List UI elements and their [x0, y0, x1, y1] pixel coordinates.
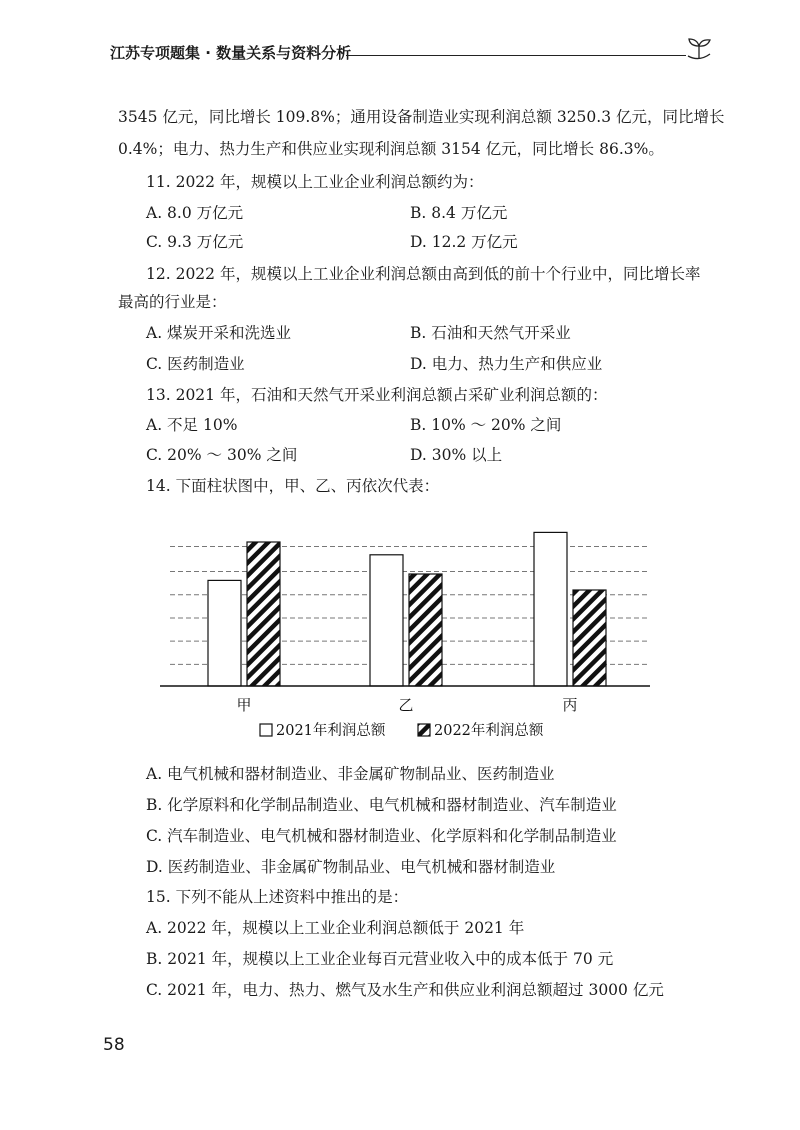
bar-丙-2022 — [573, 590, 606, 686]
q13-option-a: A. 不足 10% — [146, 416, 238, 434]
q15-stem: 15. 下列不能从上述资料中推出的是： — [146, 888, 409, 906]
q12-option-d: D. 电力、热力生产和供应业 — [410, 355, 603, 373]
x-tick-label-2: 乙 — [398, 696, 414, 714]
q12-option-b: B. 石油和天然气开采业 — [410, 324, 571, 342]
bar-丙-2021 — [534, 532, 567, 686]
q15-option-c: C. 2021 年，电力、热力、燃气及水生产和供应业利润总额超过 3000 亿元 — [146, 981, 664, 999]
q15-option-b: B. 2021 年，规模以上工业企业每百元营业收入中的成本低于 70 元 — [146, 950, 614, 968]
paragraph-line-1: 3545 亿元，同比增长 109.8%；通用设备制造业实现利润总额 3250.3 亿元，同比增长 — [118, 108, 725, 126]
q12-stem-line-2: 最高的行业是： — [118, 293, 227, 311]
q12-stem-line-1: 12. 2022 年，规模以上工业企业利润总额由高到低的前十个行业中，同比增长率 — [146, 265, 701, 283]
q11-option-a: A. 8.0 万亿元 — [146, 204, 244, 222]
paragraph-line-2: 0.4%；电力、热力生产和供应业实现利润总额 3154 亿元，同比增长 86.3%。 — [118, 140, 664, 158]
q11-stem: 11. 2022 年，规模以上工业企业利润总额约为： — [146, 173, 484, 191]
bar-甲-2022 — [247, 542, 280, 686]
legend-label-2022: 2022年利润总额 — [434, 723, 544, 739]
sprout-icon — [684, 36, 714, 64]
q14-option-c: C. 汽车制造业、电气机械和器材制造业、化学原料和化学制品制造业 — [146, 827, 617, 845]
q13-option-b: B. 10% ～ 20% 之间 — [410, 416, 562, 434]
bar-chart — [160, 520, 650, 752]
q14-stem: 14. 下面柱状图中，甲、乙、丙依次代表： — [146, 477, 440, 495]
legend-swatch-2022 — [418, 724, 430, 736]
q14-option-d: D. 医药制造业、非金属矿物制品业、电气机械和器材制造业 — [146, 858, 556, 876]
x-tick-label-3: 丙 — [562, 696, 578, 714]
legend-label-2021: 2021年利润总额 — [276, 723, 386, 739]
q12-option-a: A. 煤炭开采和洗选业 — [146, 324, 292, 342]
bar-乙-2021 — [370, 555, 403, 686]
q14-option-a: A. 电气机械和器材制造业、非金属矿物制品业、医药制造业 — [146, 765, 555, 783]
q13-option-c: C. 20% ～ 30% 之间 — [146, 446, 298, 464]
running-header — [110, 36, 720, 66]
q11-option-d: D. 12.2 万亿元 — [410, 233, 518, 251]
q11-option-c: C. 9.3 万亿元 — [146, 233, 244, 251]
q12-option-c: C. 医药制造业 — [146, 355, 245, 373]
header-title: 江苏专项题集 · 数量关系与资料分析 — [110, 44, 352, 62]
q13-stem: 13. 2021 年，石油和天然气开采业利润总额占采矿业利润总额的： — [146, 386, 608, 404]
q14-option-b: B. 化学原料和化学制品制造业、电气机械和器材制造业、汽车制造业 — [146, 796, 617, 814]
page-number: 58 — [103, 1035, 125, 1055]
x-tick-label-1: 甲 — [236, 696, 252, 714]
bar-乙-2022 — [409, 574, 442, 686]
header-rule — [346, 55, 686, 56]
q11-option-b: B. 8.4 万亿元 — [410, 204, 508, 222]
q13-option-d: D. 30% 以上 — [410, 446, 503, 464]
q15-option-a: A. 2022 年，规模以上工业企业利润总额低于 2021 年 — [146, 919, 525, 937]
legend-swatch-2021 — [260, 724, 272, 736]
bar-甲-2021 — [208, 580, 241, 686]
